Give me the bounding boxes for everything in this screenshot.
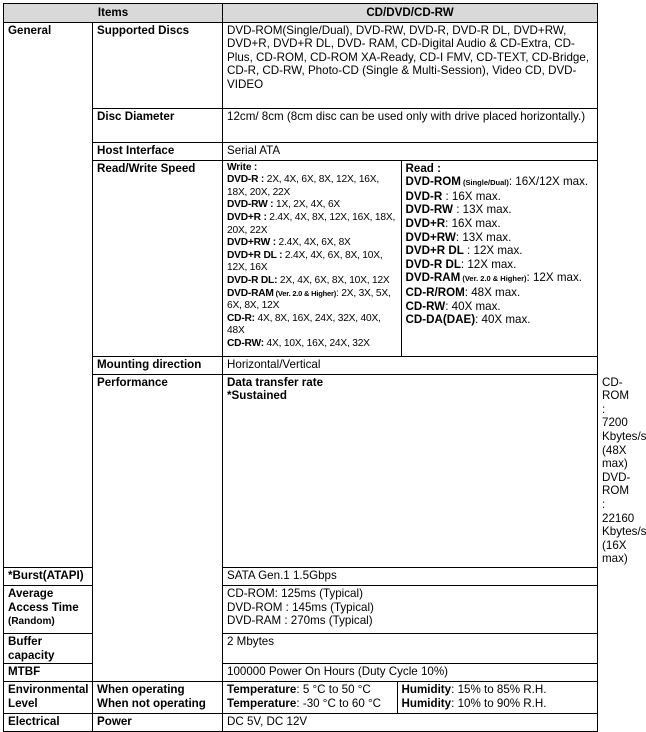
value-mounting-direction: Horizontal/Vertical (223, 356, 598, 374)
write-entry: CD-RW: 4X, 10X, 16X, 24X, 32X (227, 337, 370, 349)
label-host-interface: Host Interface (93, 142, 223, 160)
value-host-interface: Serial ATA (223, 142, 598, 160)
read-entry: DVD+R: 16X max. (405, 216, 501, 230)
row-electrical (4, 714, 598, 732)
write-entry: DVD-R DL: 2X, 4X, 6X, 8X, 10X, 12X (227, 274, 390, 286)
header-row (4, 4, 598, 23)
write-speeds (223, 161, 401, 356)
label-when-operating: When operating (97, 683, 185, 697)
row-data-transfer: Performance Data transfer rate *Sustained CD-ROM : 7200 Kbytes/s (48X max) DVD-ROM : 22160 Kbytes/s (16X max) (4, 374, 598, 567)
access-time-sublabel: (Random) (8, 616, 55, 628)
read-entry: CD-RW: 40X max. (405, 299, 501, 313)
row-disc-diameter (4, 108, 598, 142)
label-buffer: Buffer capacity (4, 633, 93, 663)
label-read-write-speed: Read/Write Speed (93, 160, 223, 356)
label-supported-discs: Supported Discs (93, 22, 223, 108)
read-entry: DVD+RW: 13X max. (405, 230, 512, 244)
value-access-time: CD-ROM: 125ms (Typical) DVD-ROM : 145ms (Typical) DVD-RAM : 270ms (Typical) (223, 585, 598, 633)
environment-table (223, 682, 597, 713)
speed-table (223, 161, 597, 356)
label-when-not-operating: When not operating (97, 696, 206, 710)
label-disc-diameter: Disc Diameter (93, 108, 223, 142)
spec-table (3, 3, 646, 732)
read-speeds (401, 161, 597, 356)
read-entry: CD-R/ROM: 48X max. (405, 285, 521, 299)
label-burst: *Burst(ATAPI) (4, 567, 93, 585)
label-access-time (4, 585, 93, 633)
write-entry: DVD+R DL : 2.4X, 4X, 6X, 8X, 10X, 12X, 16X (227, 249, 383, 274)
value-environment (223, 682, 598, 714)
value-read-write-speed (223, 160, 598, 356)
value-mtbf: 100000 Power On Hours (Duty Cycle 10%) (223, 664, 598, 682)
value-disc-diameter: 12cm/ 8cm (8cm disc can be used only with drive placed horizontally.) (223, 108, 598, 142)
temp-not-operating: Temperature: -30 °C to 60 °C (227, 696, 382, 710)
row-host-interface (4, 142, 598, 160)
humidity-not-operating: Humidity: 10% to 90% R.H. (401, 696, 547, 710)
write-entry: DVD-RW : 1X, 2X, 4X, 6X (227, 199, 340, 211)
group-general: General (4, 22, 93, 567)
row-read-write-speed (4, 160, 598, 356)
header-items: Items (4, 4, 223, 23)
write-entry: DVD+RW : 2.4X, 4X, 6X, 8X (227, 237, 351, 249)
write-title: Write : (227, 161, 258, 173)
temperature-values (223, 682, 397, 713)
value-burst: SATA Gen.1 1.5Gbps (223, 567, 598, 585)
write-entry: CD-R: 4X, 8X, 16X, 24X, 32X, 40X, 48X (227, 312, 381, 337)
read-entry: CD-DA(DAE): 40X max. (405, 313, 531, 327)
group-electrical: Electrical (4, 714, 93, 732)
read-entry: DVD-R DL: 12X max. (405, 257, 517, 271)
read-entry: DVD-RAM (Ver. 2.0 & Higher): 12X max. (405, 271, 582, 285)
read-entry: DVD-R : 16X max. (405, 189, 501, 203)
read-entry: DVD+R DL : 12X max. (405, 244, 523, 258)
label-power: Power (93, 714, 223, 732)
write-entry: DVD-RAM (Ver. 2.0 & Higher): 2X, 3X, 5X, 6X, 8X, 12X (227, 287, 391, 312)
read-entry: DVD-RW : 13X max. (405, 203, 512, 217)
humidity-values (397, 682, 597, 713)
row-environmental (4, 682, 598, 714)
value-supported-discs: DVD-ROM(Single/Dual), DVD-RW, DVD-R, DVD-R DL, DVD+RW, DVD+R, DVD+R DL, DVD- RAM, CD-Digital Audio & CD-Extra, CD-Plus, CD-ROM, CD-ROM XA-Ready, CD-I FMV, CD-TEXT, CD-Bridge, CD-R, CD-RW, Photo-CD (Single & Multi-Session), Video CD, DVD-VIDEO (223, 22, 598, 108)
row-mounting-direction (4, 356, 598, 374)
label-data-transfer: Data transfer rate *Sustained (223, 374, 598, 567)
label-mtbf: MTBF (4, 664, 93, 682)
label-mounting-direction: Mounting direction (93, 356, 223, 374)
label-environment-conditions (93, 682, 223, 714)
read-entry: DVD-ROM (Single/Dual): 16X/12X max. (405, 175, 589, 189)
value-buffer: 2 Mbytes (223, 633, 598, 663)
access-time-label: Average Access Time (8, 586, 79, 614)
write-entry: DVD+R : 2.4X, 4X, 8X, 12X, 16X, 18X, 20X, 22X (227, 211, 396, 236)
value-power: DC 5V, DC 12V (223, 714, 598, 732)
header-product: CD/DVD/CD-RW (223, 4, 598, 23)
group-environmental: Environmental Level (4, 682, 93, 714)
temp-operating: Temperature: 5 °C to 50 °C (227, 683, 371, 697)
read-title: Read : (405, 161, 441, 175)
write-entry: DVD-R : 2X, 4X, 6X, 8X, 12X, 16X, 18X, 20X, 22X (227, 174, 379, 198)
humidity-operating: Humidity: 15% to 85% R.H. (401, 683, 547, 697)
group-performance: Performance (93, 374, 223, 682)
row-supported-discs (4, 22, 598, 108)
